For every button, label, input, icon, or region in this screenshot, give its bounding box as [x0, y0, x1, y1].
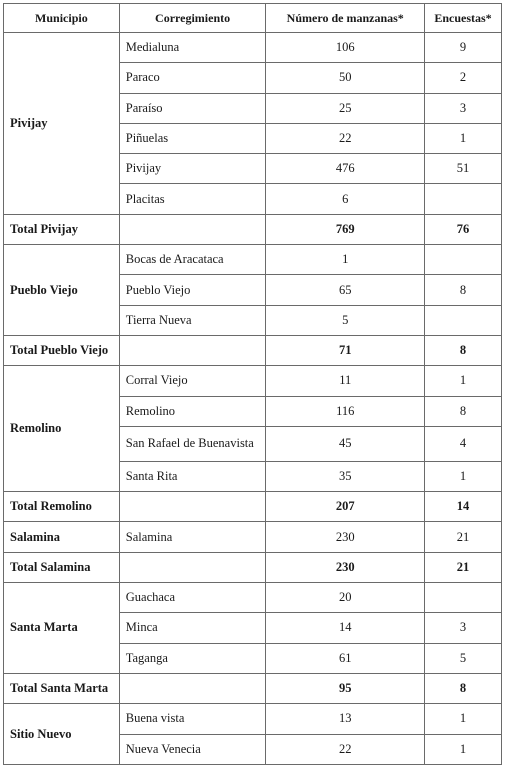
header-corregimiento: Corregimiento [119, 4, 266, 33]
corregimiento-cell: Bocas de Aracataca [119, 245, 266, 275]
encuestas-cell: 1 [425, 461, 502, 491]
municipio-cell: Sitio Nuevo [4, 704, 120, 765]
encuestas-cell: 1 [425, 366, 502, 396]
manzanas-cell: 230 [266, 522, 425, 552]
total-row [4, 552, 502, 582]
table-row [4, 33, 502, 63]
manzanas-cell: 6 [266, 184, 425, 214]
table-row [4, 522, 502, 552]
table-row [4, 245, 502, 275]
corregimiento-cell: Buena vista [119, 704, 266, 734]
corregimiento-cell: Taganga [119, 643, 266, 673]
manzanas-cell: 11 [266, 366, 425, 396]
header-encuestas: Encuestas* [425, 4, 502, 33]
header-municipio: Municipio [4, 4, 120, 33]
corregimiento-cell: Paraíso [119, 93, 266, 123]
total-manzanas: 207 [266, 492, 425, 522]
municipio-cell: Pivijay [4, 33, 120, 215]
corregimiento-cell: Placitas [119, 184, 266, 214]
manzanas-cell: 13 [266, 704, 425, 734]
table-row [4, 366, 502, 396]
header-row [4, 4, 502, 33]
total-row [4, 673, 502, 703]
table-header [4, 4, 502, 33]
corregimiento-cell: Medialuna [119, 33, 266, 63]
encuestas-cell: 9 [425, 33, 502, 63]
total-encuestas: 76 [425, 214, 502, 244]
corregimiento-cell: Santa Rita [119, 461, 266, 491]
encuestas-cell: 1 [425, 704, 502, 734]
municipio-cell: Pueblo Viejo [4, 245, 120, 336]
encuestas-cell: 8 [425, 275, 502, 305]
manzanas-cell: 5 [266, 305, 425, 335]
total-label: Total Remolino [4, 492, 120, 522]
corregimiento-cell: Nueva Venecia [119, 734, 266, 764]
corregimiento-cell: Paraco [119, 63, 266, 93]
corregimiento-cell: Remolino [119, 396, 266, 426]
total-empty-cell [119, 673, 266, 703]
total-label: Total Pivijay [4, 214, 120, 244]
manzanas-cell: 22 [266, 734, 425, 764]
total-empty-cell [119, 492, 266, 522]
corregimiento-cell: Salamina [119, 522, 266, 552]
corregimiento-cell: Pueblo Viejo [119, 275, 266, 305]
municipio-cell: Remolino [4, 366, 120, 492]
encuestas-cell: 1 [425, 123, 502, 153]
encuestas-cell: 4 [425, 426, 502, 461]
corregimiento-cell: Corral Viejo [119, 366, 266, 396]
manzanas-cell: 20 [266, 583, 425, 613]
manzanas-cell: 61 [266, 643, 425, 673]
encuestas-cell [425, 184, 502, 214]
table-row [4, 704, 502, 734]
corregimiento-cell: Piñuelas [119, 123, 266, 153]
encuestas-cell: 1 [425, 734, 502, 764]
municipio-cell: Santa Marta [4, 583, 120, 674]
encuestas-cell [425, 583, 502, 613]
total-encuestas: 21 [425, 552, 502, 582]
header-manzanas: Número de manzanas* [266, 4, 425, 33]
corregimiento-cell: Pivijay [119, 154, 266, 184]
encuestas-cell: 3 [425, 93, 502, 123]
total-label: Total Santa Marta [4, 673, 120, 703]
total-empty-cell [119, 335, 266, 365]
manzanas-cell: 65 [266, 275, 425, 305]
total-encuestas: 8 [425, 673, 502, 703]
encuestas-cell: 2 [425, 63, 502, 93]
corregimiento-cell: San Rafael de Buenavista [119, 426, 266, 461]
total-manzanas: 95 [266, 673, 425, 703]
manzanas-cell: 22 [266, 123, 425, 153]
total-manzanas: 230 [266, 552, 425, 582]
manzanas-cell: 25 [266, 93, 425, 123]
total-label: Total Pueblo Viejo [4, 335, 120, 365]
total-empty-cell [119, 552, 266, 582]
total-manzanas: 769 [266, 214, 425, 244]
municipio-cell: Salamina [4, 522, 120, 552]
total-row [4, 335, 502, 365]
encuestas-cell [425, 245, 502, 275]
total-label: Total Salamina [4, 552, 120, 582]
encuestas-cell [425, 305, 502, 335]
encuestas-cell: 21 [425, 522, 502, 552]
encuestas-cell: 5 [425, 643, 502, 673]
total-encuestas: 14 [425, 492, 502, 522]
encuestas-cell: 8 [425, 396, 502, 426]
manzanas-cell: 35 [266, 461, 425, 491]
manzanas-cell: 14 [266, 613, 425, 643]
encuestas-cell: 51 [425, 154, 502, 184]
total-manzanas: 71 [266, 335, 425, 365]
data-table [3, 3, 502, 765]
manzanas-cell: 1 [266, 245, 425, 275]
corregimiento-cell: Guachaca [119, 583, 266, 613]
total-row [4, 492, 502, 522]
table-row [4, 583, 502, 613]
manzanas-cell: 116 [266, 396, 425, 426]
manzanas-cell: 106 [266, 33, 425, 63]
table-body [4, 33, 502, 765]
manzanas-cell: 45 [266, 426, 425, 461]
total-empty-cell [119, 214, 266, 244]
manzanas-cell: 476 [266, 154, 425, 184]
total-encuestas: 8 [425, 335, 502, 365]
corregimiento-cell: Tierra Nueva [119, 305, 266, 335]
corregimiento-cell: Minca [119, 613, 266, 643]
total-row [4, 214, 502, 244]
manzanas-cell: 50 [266, 63, 425, 93]
encuestas-cell: 3 [425, 613, 502, 643]
